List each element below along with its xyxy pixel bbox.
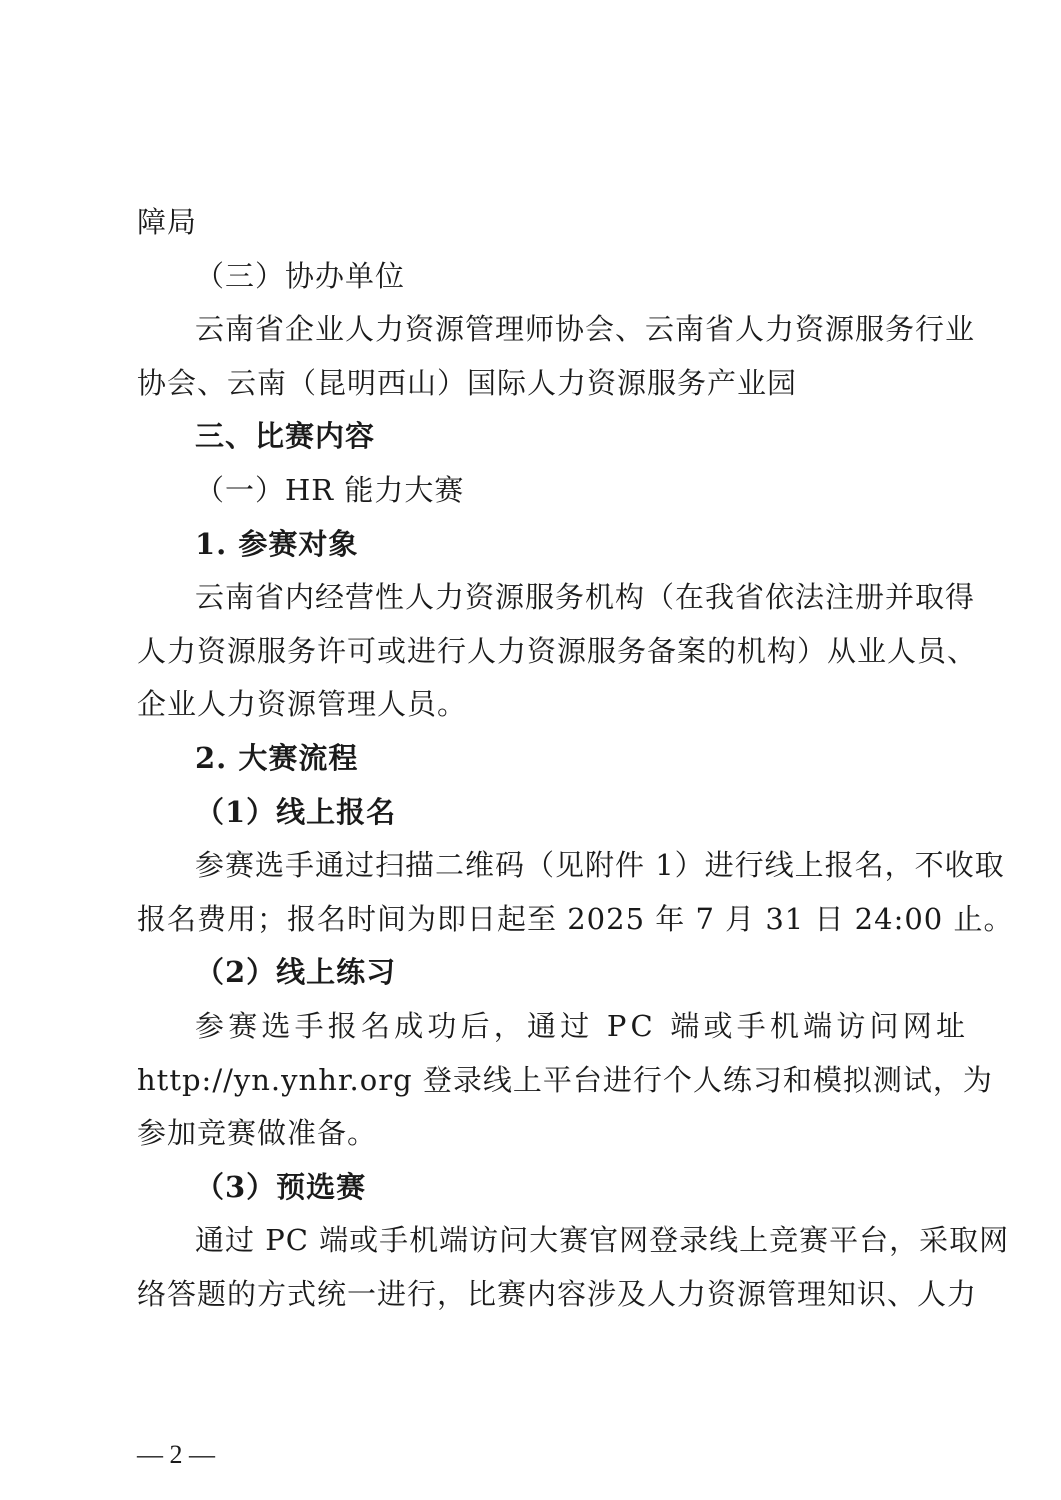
practice-line-3: 参加竞赛做准备。 <box>137 1116 378 1151</box>
subsection-heading-hr-competition: （一）HR 能力大赛 <box>195 472 465 507</box>
practice-line-1: 参赛选手报名成功后，通过 PC 端或手机端访问网址 <box>195 1008 970 1043</box>
registration-line-2: 报名费用；报名时间为即日起至 2025 年 7 月 31 日 24:00 止。 <box>137 901 1014 936</box>
participants-line-2: 人力资源服务许可或进行人力资源服务备案的机构）从业人员、 <box>137 633 978 668</box>
registration-line-1: 参赛选手通过扫描二维码（见附件 1）进行线上报名，不收取 <box>195 848 1005 883</box>
step-heading-preliminary: （3）预选赛 <box>195 1169 367 1204</box>
item-heading-process: 2. 大赛流程 <box>195 740 359 775</box>
co-organizers-line-1: 云南省企业人力资源管理师协会、云南省人力资源服务行业 <box>195 312 976 347</box>
practice-line-2-with-url: http://yn.ynhr.org 登录线上平台进行个人练习和模拟测试，为 <box>137 1062 993 1097</box>
preliminary-line-1: 通过 PC 端或手机端访问大赛官网登录线上竞赛平台，采取网 <box>195 1223 1010 1258</box>
paragraph-continuation-line: 障局 <box>137 205 198 239</box>
participants-line-3: 企业人力资源管理人员。 <box>137 687 468 722</box>
preliminary-line-2: 络答题的方式统一进行，比赛内容涉及人力资源管理知识、人力 <box>137 1276 978 1311</box>
section-heading-competition-content: 三、比赛内容 <box>195 419 376 454</box>
subsection-heading-co-organizers: （三）协办单位 <box>195 258 406 293</box>
step-heading-online-practice: （2）线上练习 <box>195 955 397 990</box>
co-organizers-line-2: 协会、云南（昆明西山）国际人力资源服务产业园 <box>137 365 798 400</box>
document-body <box>137 196 1014 1321</box>
step-heading-online-registration: （1）线上报名 <box>195 794 397 829</box>
item-heading-participants: 1. 参赛对象 <box>195 526 359 561</box>
page-number: — 2 — <box>137 1440 215 1469</box>
participants-line-1: 云南省内经营性人力资源服务机构（在我省依法注册并取得 <box>195 580 976 615</box>
